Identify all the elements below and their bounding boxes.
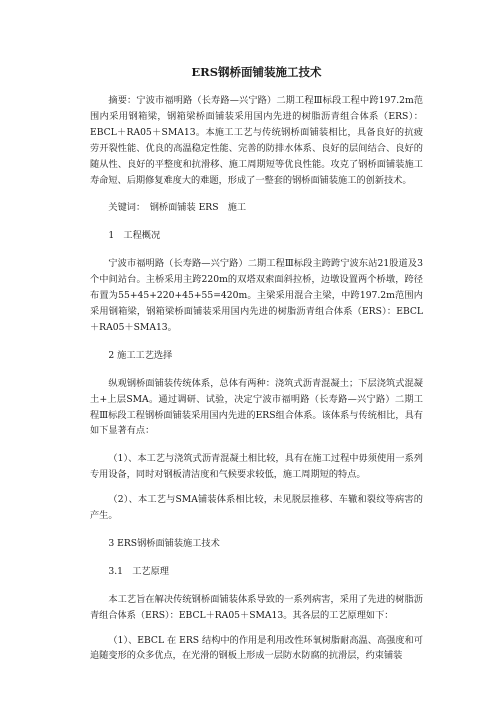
section-2-item-2: （2）、本工艺与SMA铺装体系相比较，未见脱层推移、车辙和裂纹等病害的产生。 — [90, 494, 423, 522]
section-3-1-body: 本工艺旨在解决传统钢桥面铺装体系导致的一系列病害，采用了先进的树脂沥青组合体系（ERS）：EBCL＋RA05＋SMA13。其各层的工艺原理如下： — [90, 593, 423, 621]
section-2-heading: 2 施工工艺选择 — [108, 349, 173, 361]
document-title: ERS钢桥面铺装施工技术 — [191, 65, 322, 79]
section-1-heading: 1 工程概况 — [108, 230, 161, 242]
keywords-line: 关键词： 钢桥面铺装 ERS 施工 — [108, 202, 247, 214]
section-3-heading: 3 ERS钢桥面铺装施工技术 — [108, 537, 220, 549]
section-2-item-1: （1）、本工艺与浇筑式沥青混凝土相比较，具有在施工过程中毋须使用一系列专用设备，同时对钢板清洁度和气候要求较低，施工周期短的特点。 — [90, 453, 423, 481]
abstract-paragraph: 摘要：宁波市福明路（长寿路—兴宁路）二期工程Ⅲ标段工程中跨197.2m范围内采用钢箱梁，钢箱梁桥面铺装采用国内先进的树脂沥青组合体系（ERS）：EBCL＋RA05＋SMA13。本施工工艺与传统钢桥面铺装相比，具备良好的抗疲劳开裂性能、优良的高温稳定性能、完善的防排水体系、良好的层间结合、良好的随从性、良好的平整度和抗滑移、施工周期短等优良性能。攻克了钢桥面铺装施工寿命短、后期修复难度大的难题，形成了一整套的钢桥面铺装施工的创新技术。 — [90, 95, 423, 186]
document-page — [90, 64, 423, 676]
section-3-1-heading: 3.1 工艺原理 — [108, 565, 169, 577]
section-3-1-item-1: （1）、EBCL 在 ERS 结构中的作用是利用改性环氧树脂耐高温、高强度和可追随变形的众多优点，在光滑的钢板上形成一层防水防腐的抗滑层，约束铺装 — [90, 634, 423, 662]
section-1-body: 宁波市福明路（长寿路—兴宁路）二期工程Ⅲ标段主跨跨宁波东站21股道及3个中间站台。主桥采用主跨220m的双塔双索面斜拉桥，边墩设置两个桥墩，跨径布置为55+45+220+45+55=420m。主梁采用混合主梁，中跨197.2m范围内采用钢箱梁，钢箱梁桥面铺装采用国内先进的树脂沥青组合体系（ERS）：EBCL＋RA05＋SMA13。 — [90, 258, 423, 333]
section-2-body: 纵观钢桥面铺装传统体系，总体有两种：浇筑式沥青混凝土；下层浇筑式混凝土+上层SMA。通过调研、试验，决定宁波市福明路（长寿路—兴宁路）二期工程Ⅲ标段工程钢桥面铺装采用国内先进的ERS组合体系。该体系与传统相比，具有如下显著有点： — [90, 377, 423, 437]
